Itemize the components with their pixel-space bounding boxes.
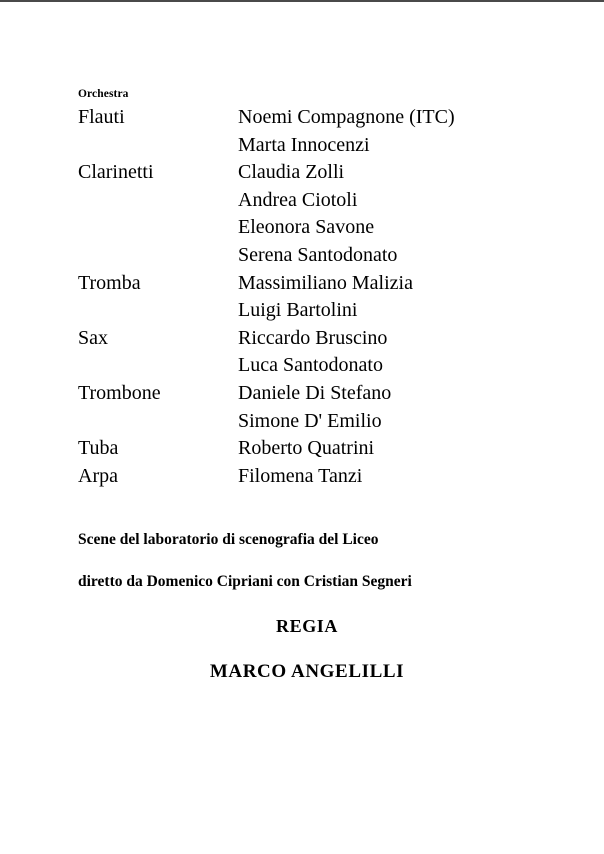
credit-line: Scene del laboratorio di scenografia del Liceo [78,531,379,548]
instrument-label: Trombone [78,381,161,404]
orchestra-roster [78,104,548,490]
performer-name: Riccardo Bruscino [238,326,388,349]
roster-row [78,463,548,491]
performer-name: Claudia Zolli [238,161,345,184]
instrument-label: Flauti [78,106,125,128]
performer-name: Roberto Quatrini [238,437,375,460]
roster-row [78,242,548,270]
instrument-label: Tromba [78,271,141,294]
roster-row [78,352,548,380]
roster-row [78,325,548,353]
performer-name: Filomena Tanzi [238,464,363,487]
performer-name: Noemi Compagnone (ITC) [238,106,455,128]
roster-row [78,104,548,132]
roster-row [78,435,548,463]
instrument-label: Arpa [78,464,118,487]
orchestra-section-heading: Orchestra [78,88,129,100]
performer-name: Luca Santodonato [238,354,383,377]
roster-row [78,270,548,298]
performer-name: Marta Innocenzi [238,133,370,156]
performer-name: Simone D' Emilio [238,409,382,432]
roster-row [78,408,548,436]
instrument-label: Sax [78,326,108,349]
performer-name: Daniele Di Stefano [238,381,392,404]
performer-name: Luigi Bartolini [238,299,358,322]
roster-row [78,159,548,187]
regia-label: REGIA [275,616,338,636]
performer-name: Andrea Ciotoli [238,188,358,211]
roster-row [78,132,548,160]
direction-credit [0,617,604,681]
scenery-credits [78,532,548,615]
instrument-label: Clarinetti [78,161,154,184]
director-name: MARCO ANGELILLI [209,661,405,682]
performer-name: Eleonora Savone [238,216,375,239]
roster-row [78,380,548,408]
roster-row [78,297,548,325]
roster-row [78,187,548,215]
instrument-label: Tuba [78,437,119,460]
credit-line: diretto da Domenico Cipriani con Cristian Segneri [78,572,412,590]
performer-name: Massimiliano Malizia [238,271,413,294]
performer-name: Serena Santodonato [238,243,398,266]
roster-row [78,214,548,242]
